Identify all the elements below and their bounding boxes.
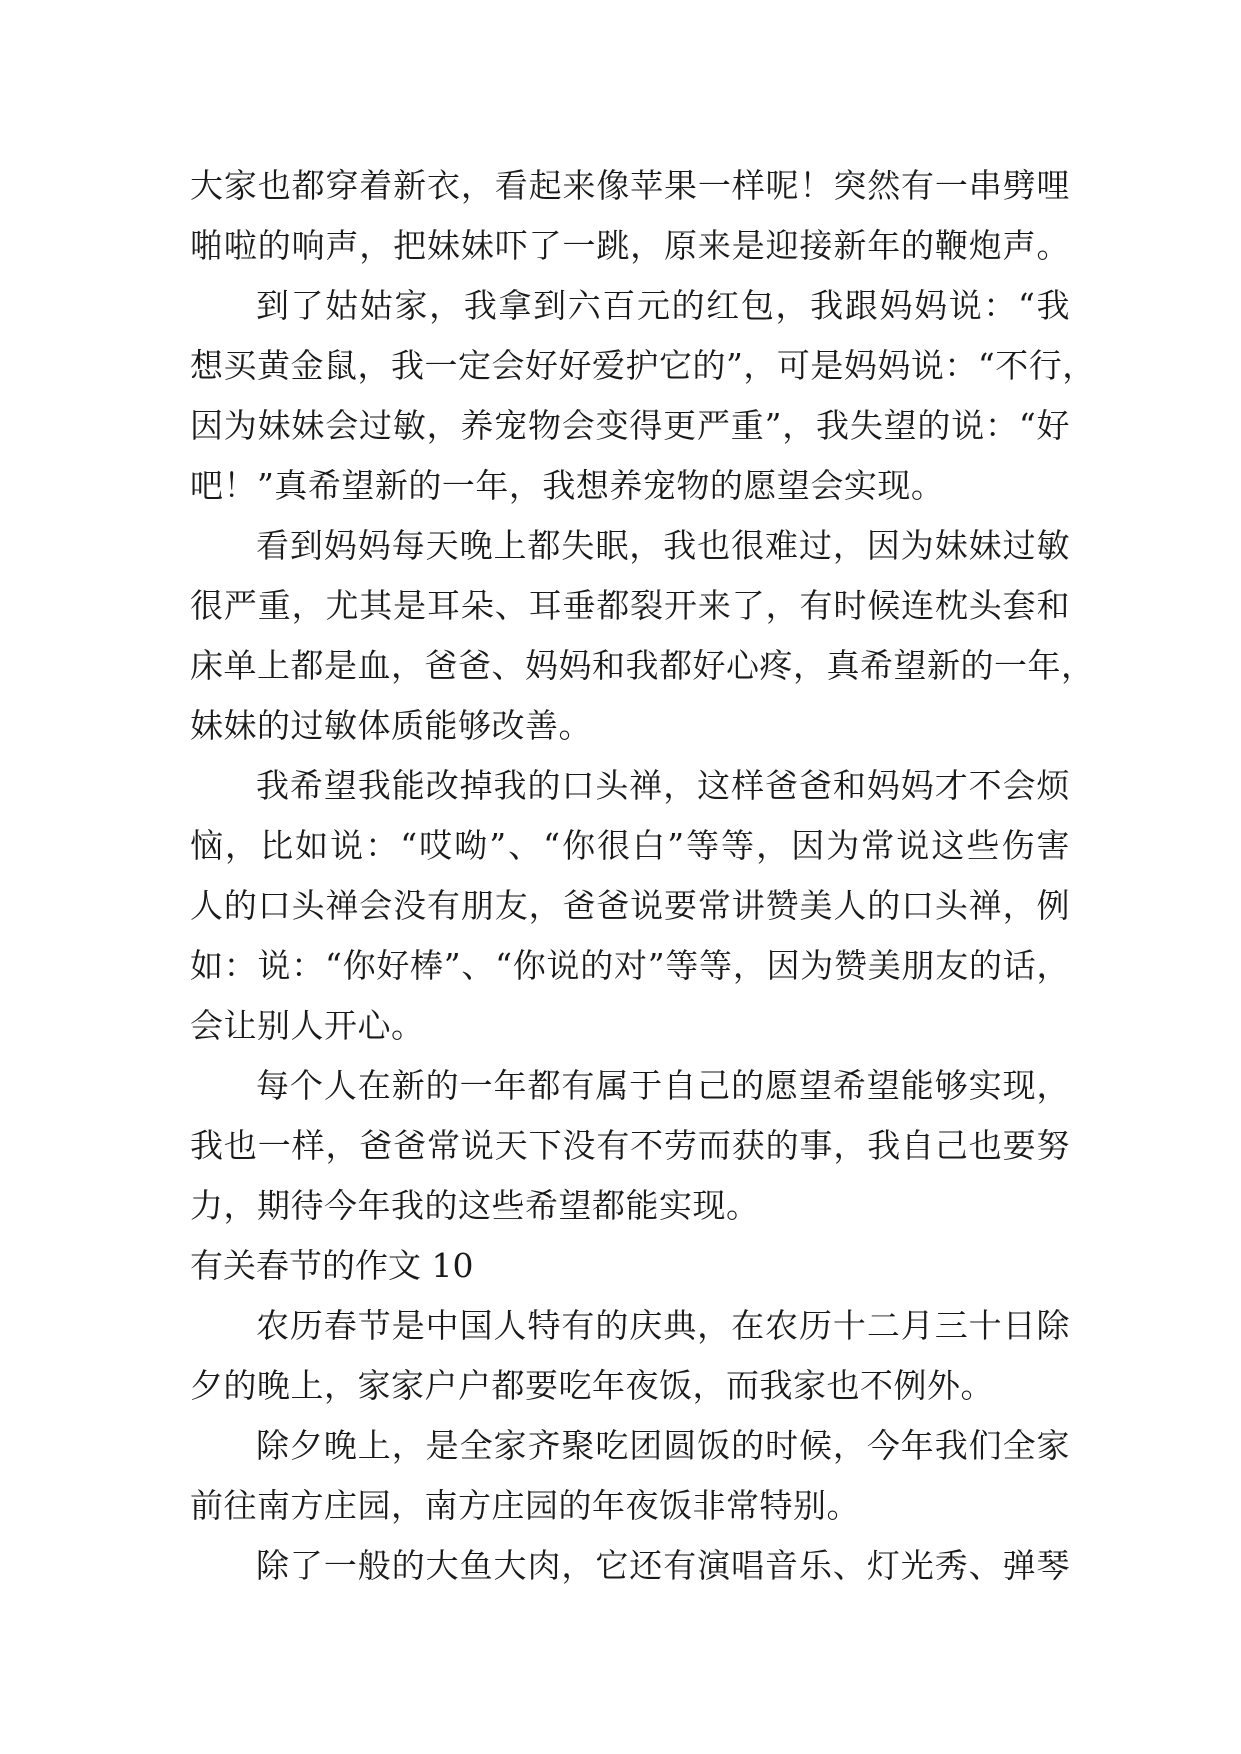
text-line: 恼，比如说：“哎呦”、“你很白”等等，因为常说这些伤害 [190,826,1070,865]
text-line: 如：说：“你好棒”、“你说的对”等等，因为赞美朋友的话， [190,946,1070,985]
text-line: 妹妹的过敏体质能够改善。 [190,706,592,745]
text-line: 夕的晚上，家家户户都要吃年夜饭，而我家也不例外。 [190,1366,994,1405]
paragraph-first-line: 每个人在新的一年都有属于自己的愿望希望能够实现， [256,1066,1070,1105]
text-line: 我也一样，爸爸常说天下没有不劳而获的事，我自己也要努 [190,1126,1070,1165]
paragraph-first-line: 我希望我能改掉我的口头禅，这样爸爸和妈妈才不会烦 [256,766,1070,805]
text-line: 前往南方庄园，南方庄园的年夜饭非常特别。 [190,1486,860,1525]
section-heading: 有关春节的作文 10 [190,1246,474,1285]
text-line: 大家也都穿着新衣，看起来像苹果一样呢！突然有一串劈哩 [190,166,1070,205]
paragraph-first-line: 除了一般的大鱼大肉，它还有演唱音乐、灯光秀、弹琴 [256,1546,1070,1585]
text-line: 吧！”真希望新的一年，我想养宠物的愿望会实现。 [190,466,945,505]
paragraph-first-line: 农历春节是中国人特有的庆典，在农历十二月三十日除 [256,1306,1070,1345]
text-line: 啪啦的响声，把妹妹吓了一跳，原来是迎接新年的鞭炮声。 [190,226,1070,265]
text-line: 力，期待今年我的这些希望都能实现。 [190,1186,760,1225]
text-line: 会让别人开心。 [190,1006,425,1045]
text-line: 床单上都是血，爸爸、妈妈和我都好心疼，真希望新的一年， [190,646,1095,685]
text-line: 因为妹妹会过敏，养宠物会变得更严重”，我失望的说：“好 [190,406,1070,445]
text-line: 很严重，尤其是耳朵、耳垂都裂开来了，有时候连枕头套和 [190,586,1070,625]
paragraph-first-line: 除夕晚上，是全家齐聚吃团圆饭的时候，今年我们全家 [256,1426,1070,1465]
text-line: 想买黄金鼠，我一定会好好爱护它的”，可是妈妈说：“不行， [190,346,1096,385]
text-line: 人的口头禅会没有朋友，爸爸说要常讲赞美人的口头禅，例 [190,886,1070,925]
paragraph-first-line: 看到妈妈每天晚上都失眠，我也很难过，因为妹妹过敏 [256,526,1070,565]
paragraph-first-line: 到了姑姑家，我拿到六百元的红包，我跟妈妈说：“我 [256,286,1070,325]
